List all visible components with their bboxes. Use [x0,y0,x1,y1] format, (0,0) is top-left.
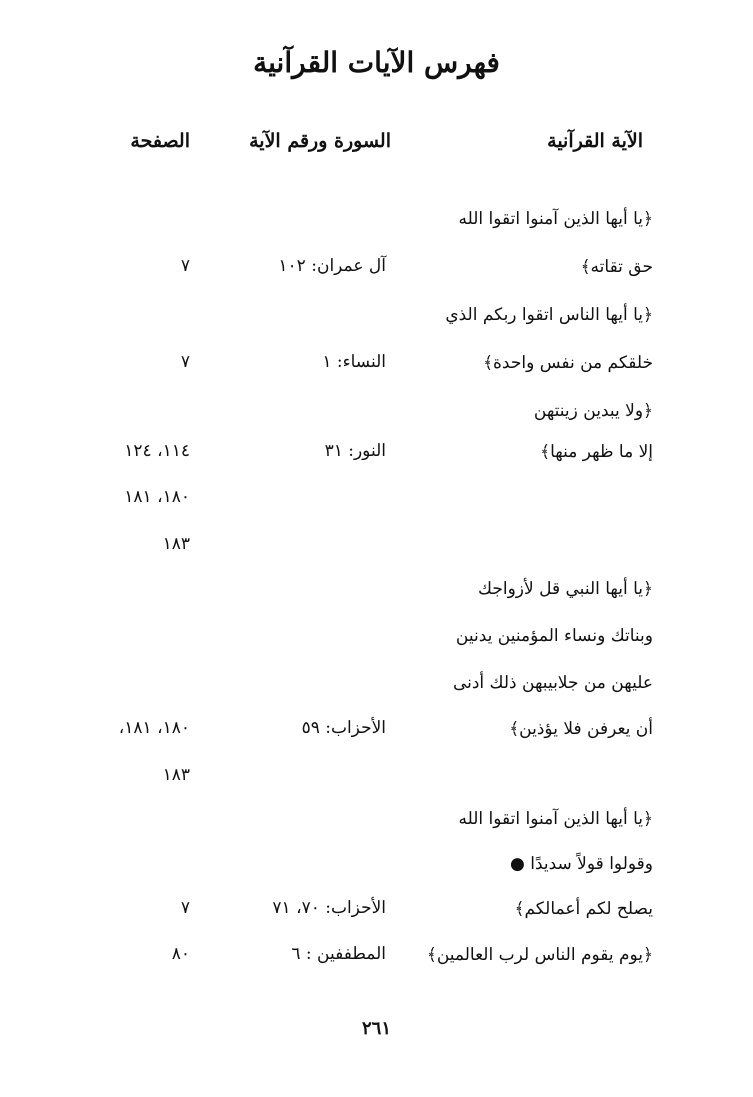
page-ref: ١٨٠، ١٨١، [118,718,190,738]
table-row [0,944,753,976]
table-header [0,130,753,162]
ayah-text: ﴿يا أيها الناس اتقوا ربكم الذي [445,305,653,325]
surah-ref: النور: ٣١ [324,441,386,461]
surah-ref: آل عمران: ١٠٢ [278,256,386,276]
table-row [0,256,753,288]
page-ref: ٧ [180,256,190,276]
table-row [0,898,753,930]
table-row [0,854,753,886]
page-ref: ١٨٣ [162,765,190,785]
surah-ref: الأحزاب: ٥٩ [301,718,386,738]
page-number: ٢٦١ [361,1018,391,1039]
table-row [0,765,753,797]
surah-ref: المطففين : ٦ [291,944,386,964]
ayah-text: وبناتك ونساء المؤمنين يدنين [455,626,653,646]
page-ref: ١٨٠، ١٨١ [124,487,190,507]
ayah-text: وقولوا قولاً سديدًا ● [510,854,653,874]
page-title: فهرس الآيات القرآنية [253,46,500,79]
ayah-text: ﴿يوم يقوم الناس لرب العالمين﴾ [426,945,653,965]
ayah-text: خلقكم من نفس واحدة﴾ [483,353,653,373]
ayah-text: ﴿ولا يبدين زينتهن [533,401,653,421]
table-row [0,400,753,432]
ayah-text: إلا ما ظهر منها﴾ [540,442,653,462]
ayah-text: عليهن من جلابيبهن ذلك أدنى [452,673,653,693]
page-ref: ١٨٣ [162,534,190,554]
table-row [0,441,753,473]
surah-ref: الأحزاب: ٧٠، ٧١ [272,898,386,918]
table-row [0,626,753,658]
page-ref: ١١٤، ١٢٤ [124,441,190,461]
ayah-text: حق تقاته﴾ [580,257,653,277]
header-ayah: الآية القرآنية [547,130,643,152]
table-row [0,718,753,750]
page-ref: ٧ [180,352,190,372]
ayah-text: ﴿يا أيها الذين آمنوا اتقوا الله [458,209,653,229]
ayah-text: يصلح لكم أعمالكم﴾ [514,899,653,919]
table-row [0,487,753,519]
ayah-text: ﴿يا أيها النبي قل لأزواجك [478,579,653,599]
surah-ref: النساء: ١ [322,352,386,372]
page-ref: ٧ [180,898,190,918]
table-row [0,352,753,384]
table-row [0,208,753,240]
table-row [0,578,753,610]
ayah-text: أن يعرفن فلا يؤذين﴾ [509,719,653,739]
header-page: الصفحة [130,130,190,152]
table-row [0,673,753,705]
header-surah: السورة ورقم الآية [249,130,391,152]
table-row [0,534,753,566]
page-ref: ٨٠ [171,944,190,964]
ayah-text: ﴿يا أيها الذين آمنوا اتقوا الله [458,809,653,829]
table-row [0,808,753,840]
table-row [0,304,753,336]
